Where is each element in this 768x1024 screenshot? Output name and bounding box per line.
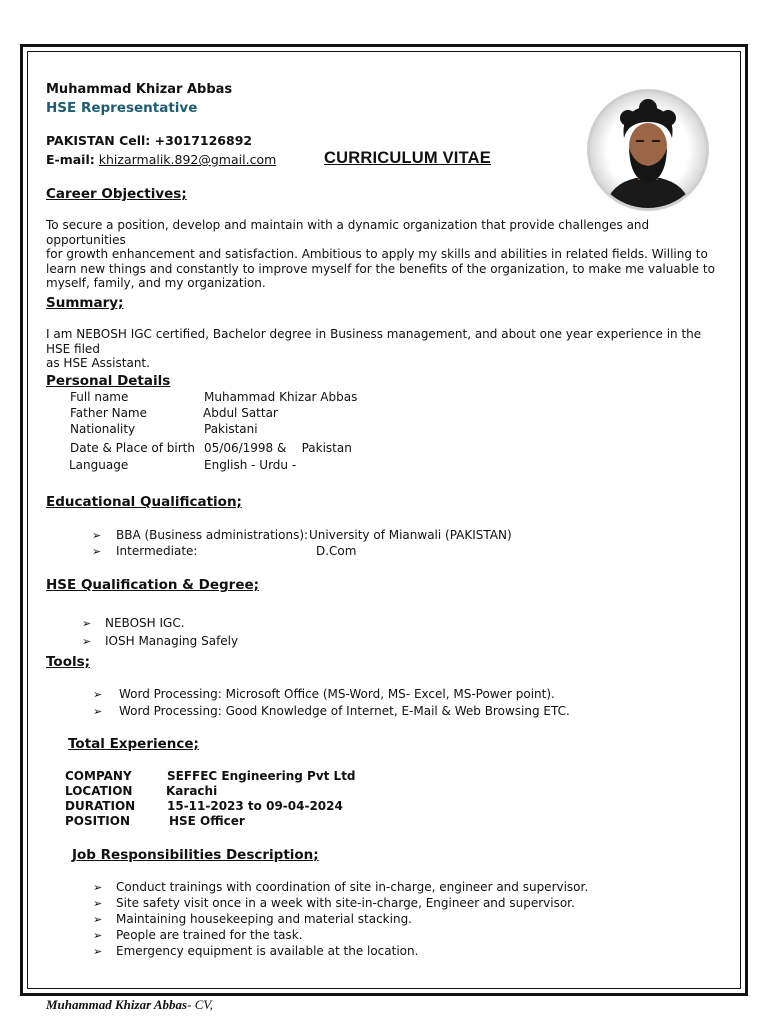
experience-value: Karachi (166, 784, 218, 798)
personal-value: Abdul Sattar (203, 406, 278, 420)
applicant-role: HSE Representative (46, 100, 198, 116)
experience-label: LOCATION (65, 784, 133, 798)
summary-text (46, 327, 726, 371)
career-line: learn new things and constantly to improve myself for the benefits of the organization, to make me valuable to (46, 261, 715, 276)
personal-value: Pakistani (204, 422, 258, 436)
jobs-item: Maintaining housekeeping and material stacking. (116, 912, 412, 926)
arrow-bullet-icon: ➢ (93, 881, 103, 894)
summary-heading: Summary; (46, 295, 124, 311)
personal-label: Nationality (70, 422, 136, 436)
hse-item: NEBOSH IGC. (105, 616, 185, 630)
arrow-bullet-icon: ➢ (93, 897, 103, 910)
arrow-bullet-icon: ➢ (93, 913, 103, 926)
hse-item: IOSH Managing Safely (105, 634, 239, 648)
tools-item: Word Processing: Good Knowledge of Internet, E-Mail & Web Browsing ETC. (119, 704, 570, 718)
arrow-bullet-icon: ➢ (93, 945, 103, 958)
personal-label: Date & Place of birth (70, 441, 195, 455)
footer (46, 997, 213, 1013)
education-heading: Educational Qualification; (46, 494, 242, 510)
jobs-item: People are trained for the task. (116, 928, 303, 942)
personal-value: 05/06/1998 & Pakistan (204, 441, 352, 455)
arrow-bullet-icon: ➢ (93, 688, 103, 701)
education-value: D.Com (316, 544, 357, 558)
career-heading: Career Objectives; (46, 186, 187, 202)
career-line: myself, family, and my organization. (46, 276, 266, 290)
cv-title: CURRICULUM VITAE (324, 149, 491, 167)
career-line: To secure a position, develop and maintain with a dynamic organization that provide challenges and opportunities (46, 218, 650, 247)
arrow-bullet-icon: ➢ (82, 617, 92, 630)
tools-heading: Tools; (46, 654, 91, 670)
footer-suffix: - CV, (187, 997, 213, 1012)
arrow-bullet-icon: ➢ (93, 929, 103, 942)
footer-name: Muhammad Khizar Abbas (46, 997, 188, 1012)
tools-item: Word Processing: Microsoft Office (MS-Word, MS- Excel, MS-Power point). (119, 687, 555, 701)
arrow-bullet-icon: ➢ (82, 635, 92, 648)
personal-value: Muhammad Khizar Abbas (204, 390, 358, 404)
jobs-item: Site safety visit once in a week with site-in-charge, Engineer and supervisor. (116, 896, 575, 910)
experience-label: POSITION (65, 814, 130, 828)
education-label: BBA (Business administrations): (116, 528, 309, 542)
jobs-heading: Job Responsibilities Description; (72, 847, 319, 863)
arrow-bullet-icon: ➢ (92, 529, 102, 542)
personal-label: Full name (70, 390, 129, 404)
personal-label: Language (69, 458, 129, 472)
personal-heading: Personal Details (46, 373, 171, 389)
experience-label: DURATION (65, 799, 136, 813)
summary-line: I am NEBOSH IGC certified, Bachelor degree in Business management, and about one year experience in the HSE filed (46, 327, 702, 356)
profile-photo (586, 88, 710, 212)
career-line: for growth enhancement and satisfaction. Ambitious to apply my skills and abilities in related fields. Willing to (46, 247, 708, 261)
jobs-item: Emergency equipment is available at the location. (116, 944, 419, 958)
experience-label: COMPANY (65, 769, 132, 783)
hse-heading: HSE Qualification & Degree; (46, 577, 260, 593)
summary-line: as HSE Assistant. (46, 356, 150, 370)
education-value: University of Mianwali (PAKISTAN) (309, 528, 512, 542)
jobs-item: Conduct trainings with coordination of site in-charge, engineer and supervisor. (116, 880, 589, 894)
experience-heading: Total Experience; (68, 736, 199, 752)
experience-value: 15-11-2023 to 09-04-2024 (167, 799, 343, 813)
contact-email-row (46, 152, 276, 167)
education-label: Intermediate: (116, 544, 198, 558)
email-link[interactable]: khizarmalik.892@gmail.com (98, 152, 277, 167)
experience-value: HSE Officer (169, 814, 245, 828)
applicant-name: Muhammad Khizar Abbas (46, 82, 233, 97)
personal-label: Father Name (70, 406, 147, 420)
arrow-bullet-icon: ➢ (93, 705, 103, 718)
contact-cell: PAKISTAN Cell: +3017126892 (46, 133, 253, 148)
personal-value: English - Urdu - (204, 458, 297, 472)
email-label: E-mail: (46, 152, 95, 167)
experience-value: SEFFEC Engineering Pvt Ltd (167, 769, 356, 783)
career-text (46, 218, 726, 291)
arrow-bullet-icon: ➢ (92, 545, 102, 558)
